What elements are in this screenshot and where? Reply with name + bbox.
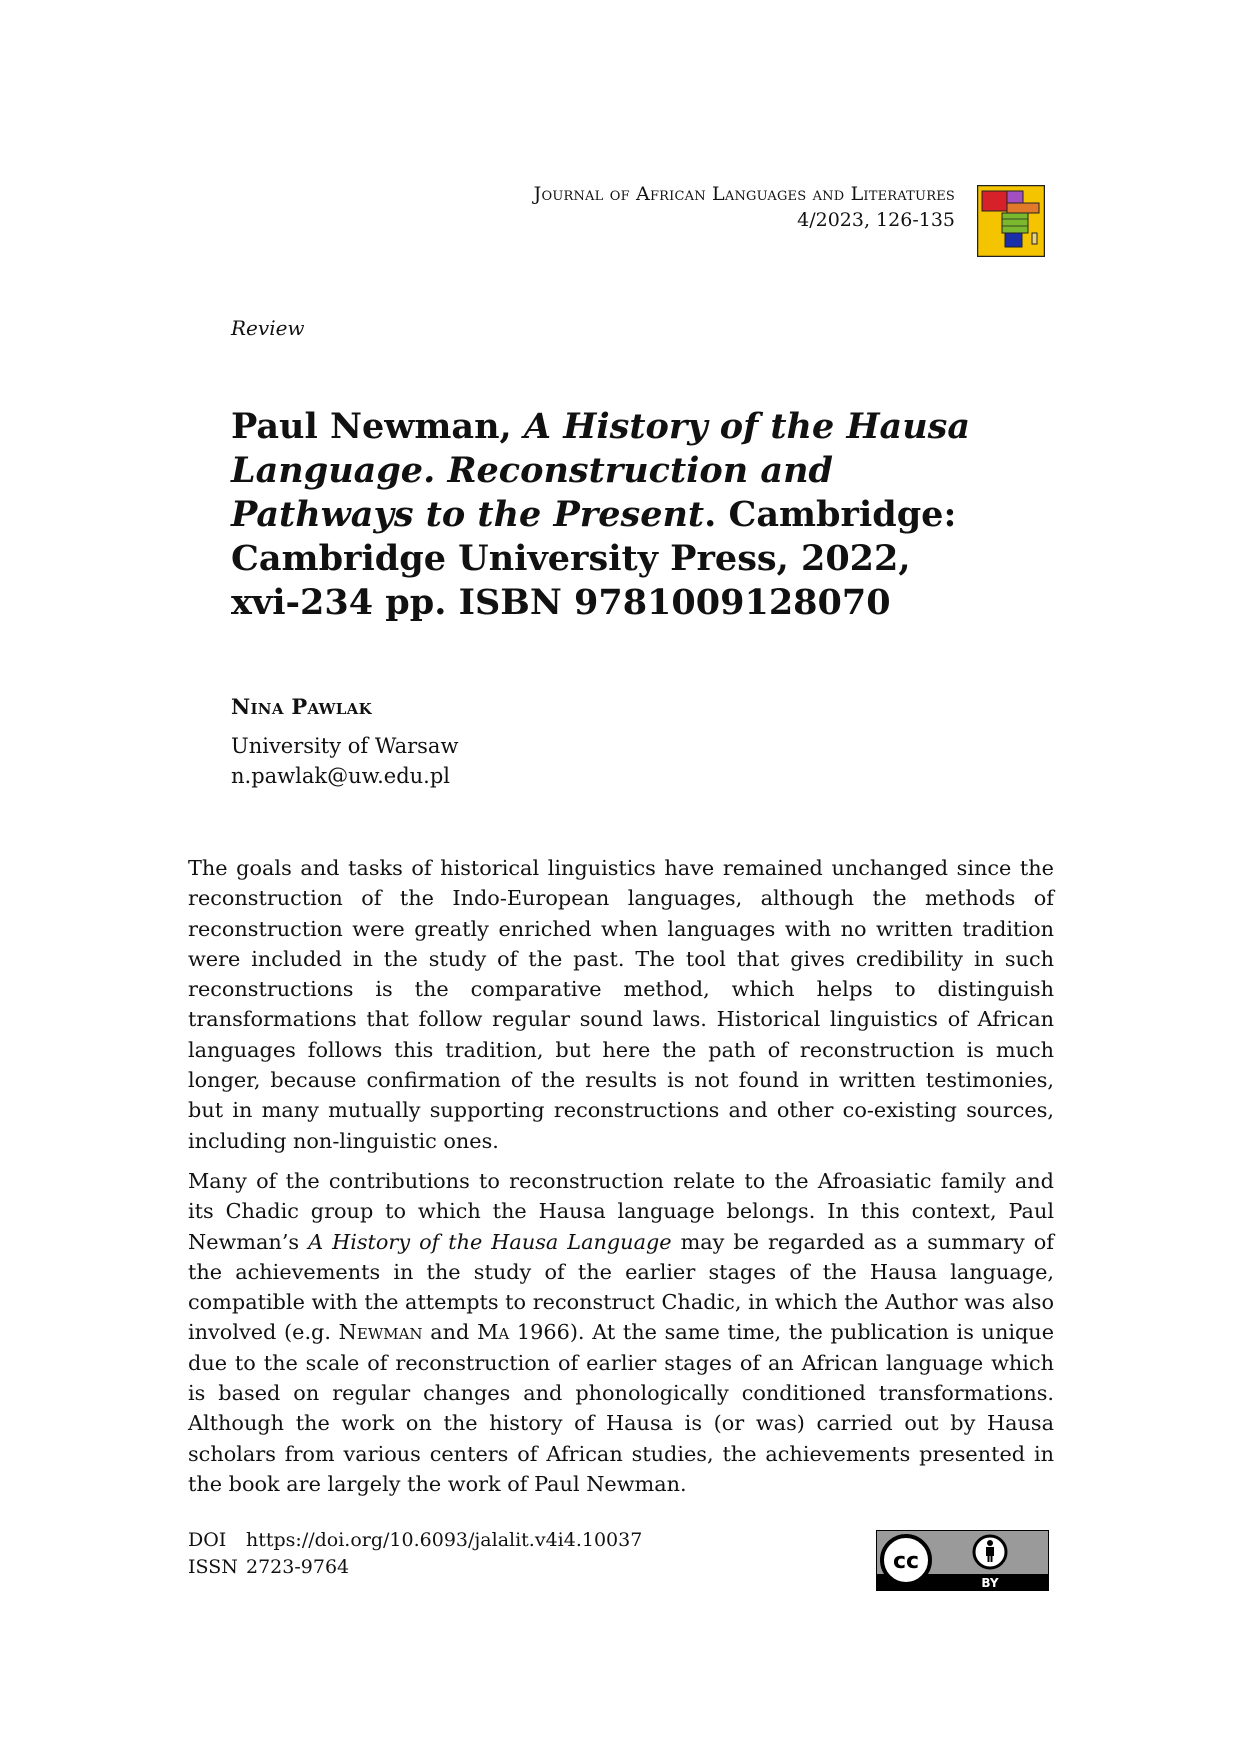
author-name: Nina Pawlak bbox=[231, 694, 372, 719]
body-paragraph-1: The goals and tasks of historical linguistics have remained unchanged since the reconstruction of the Indo-European languages, although the methods of reconstruction were greatly enriched when languages with no written tradition were included in the study of the past. The tool that gives credibility in such reconstructions is the comparative method, which helps to distinguish transformations that follow regular sound laws. Historical linguistics of African languages follows this tradition, but here the path of reconstruction is much longer, because confirmation of the results is not found in written testimonies, but in many mutually supporting reconstructions and other co-existing sources, including non-linguistic ones. bbox=[188, 856, 1054, 1153]
title-author-part: Paul Newman, bbox=[231, 406, 524, 447]
title-publication-part: . Cambridge: Cambridge University Press, 2022, xvi-234 pp. ISBN 9781009128070 bbox=[231, 494, 957, 623]
journal-issue: 4/2023, 126-135 bbox=[797, 209, 955, 231]
article-title bbox=[231, 405, 991, 625]
issn-line bbox=[188, 1554, 642, 1581]
cc-by-license-badge bbox=[876, 1530, 1049, 1591]
doi-link[interactable]: https://doi.org/10.6093/jalalit.v4i4.10037 bbox=[246, 1529, 643, 1551]
p2-text-c: 1966). At the same time, the publication is unique due to the scale of reconstruction of earlier stages of an African language which is based on regular changes and phonologically conditioned transformations. Although the work on the history of Hausa is (or was) carried out by Hausa scholars from various centers of African studies, the achievements presented in the book are largely the work of Paul Newman. bbox=[188, 1320, 1055, 1496]
p2-text-a: Many of the contributions to reconstruction relate to the Afroasiatic family and its Chadic group to which the Hausa language belongs. In this context, Paul Newman’s bbox=[188, 1168, 1054, 1254]
p2-text-b: may be regarded as a summary of the achievements in the study of the earlier stages of the Hausa language, compatible with the attempts to reconstruct Chadic, in which the Author was also involved (e.g. bbox=[188, 1229, 1054, 1345]
author-affiliation-block bbox=[231, 731, 458, 791]
body-paragraph-2 bbox=[188, 1166, 1054, 1499]
by-text: BY bbox=[981, 1576, 999, 1590]
title-book-italic: A History of the Hausa Language. Reconstruction and Pathways to the Present bbox=[231, 406, 971, 535]
attribution-icon bbox=[974, 1536, 1006, 1568]
article-body bbox=[188, 853, 1054, 1509]
cc-text: cc bbox=[892, 1549, 920, 1574]
footer-identifiers bbox=[188, 1527, 642, 1581]
citation-author-2: Ma bbox=[477, 1320, 510, 1345]
doi-line bbox=[188, 1527, 642, 1554]
journal-logo bbox=[977, 185, 1045, 257]
doi-label: DOI bbox=[188, 1529, 227, 1551]
issn-label: ISSN bbox=[188, 1556, 238, 1578]
article-type: Review bbox=[231, 316, 305, 340]
author-affiliation: University of Warsaw bbox=[231, 734, 459, 758]
journal-name: Journal of African Languages and Literatures bbox=[533, 183, 955, 205]
p2-book-title: A History of the Hausa Language bbox=[308, 1229, 672, 1254]
citation-author-1: Newman bbox=[338, 1320, 423, 1345]
issn-value: 2723-9764 bbox=[246, 1556, 350, 1578]
p2-and: and bbox=[422, 1320, 478, 1345]
journal-header bbox=[534, 181, 955, 233]
author-email: n.pawlak@uw.edu.pl bbox=[231, 764, 451, 788]
cc-icon bbox=[882, 1536, 930, 1584]
